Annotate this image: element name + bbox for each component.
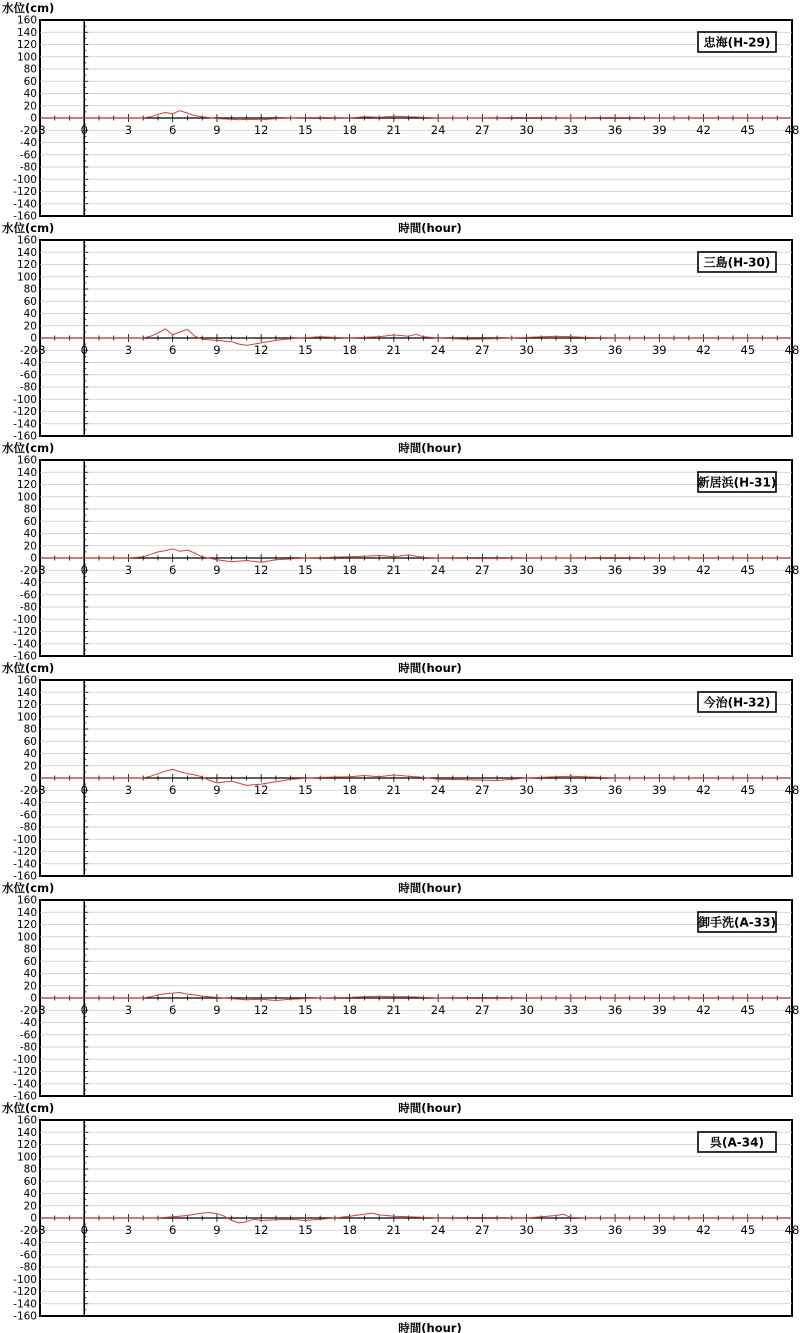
x-tick-label: 36 bbox=[607, 563, 623, 577]
y-tick-label: 20 bbox=[23, 760, 37, 773]
x-tick-label: 48 bbox=[784, 343, 800, 357]
y-tick-label: 140 bbox=[16, 466, 37, 479]
x-tick-label: 12 bbox=[253, 783, 269, 797]
y-tick-label: -80 bbox=[19, 821, 37, 834]
x-tick-label: 48 bbox=[784, 563, 800, 577]
y-tick-label: -20 bbox=[19, 124, 37, 137]
y-tick-label: 100 bbox=[16, 491, 37, 504]
x-tick-label: 36 bbox=[607, 123, 623, 137]
x-tick-label: 3 bbox=[124, 1003, 133, 1017]
y-tick-label: -120 bbox=[13, 846, 37, 858]
x-tick-label: 24 bbox=[430, 563, 446, 577]
y-tick-label: -40 bbox=[19, 357, 37, 369]
y-tick-label: 60 bbox=[23, 515, 37, 528]
x-tick-label: 9 bbox=[213, 343, 221, 357]
y-tick-label: 60 bbox=[23, 955, 37, 968]
chart-panel-4 bbox=[2, 661, 799, 895]
y-tick-label: -60 bbox=[19, 1029, 37, 1042]
x-tick-label: 12 bbox=[253, 1223, 269, 1237]
y-tick-label: 0 bbox=[30, 992, 37, 1005]
y-tick-label: 60 bbox=[23, 295, 37, 308]
x-tick-label: 36 bbox=[607, 343, 623, 357]
y-tick-label: 140 bbox=[16, 246, 37, 259]
y-tick-label: 140 bbox=[16, 906, 37, 919]
x-tick-label: 27 bbox=[475, 563, 490, 577]
x-tick-label: 24 bbox=[430, 1223, 446, 1237]
x-axis-label: 時間(hour) bbox=[398, 1321, 462, 1333]
x-tick-label: 21 bbox=[386, 783, 402, 797]
y-tick-label: -120 bbox=[13, 186, 37, 198]
y-tick-label: -140 bbox=[13, 638, 37, 651]
x-tick-label: 6 bbox=[169, 1003, 177, 1017]
chart-panel-6 bbox=[2, 1101, 799, 1333]
y-tick-label: 0 bbox=[30, 552, 37, 565]
y-tick-label: -20 bbox=[19, 1224, 37, 1237]
y-tick-label: -60 bbox=[19, 369, 37, 382]
y-tick-label: 160 bbox=[16, 14, 37, 27]
y-tick-label: 80 bbox=[23, 283, 37, 296]
y-tick-label: -100 bbox=[13, 1053, 37, 1066]
y-tick-label: 160 bbox=[16, 674, 37, 687]
x-tick-label: 33 bbox=[563, 123, 579, 137]
y-tick-label: 160 bbox=[16, 1114, 37, 1127]
x-axis-label: 時間(hour) bbox=[398, 661, 462, 675]
x-tick-label: -3 bbox=[34, 783, 46, 797]
station-label: 新居浜(H-31) bbox=[697, 475, 777, 490]
y-tick-label: 0 bbox=[30, 772, 37, 785]
y-tick-label: 120 bbox=[16, 259, 37, 271]
x-tick-label: 33 bbox=[563, 343, 579, 357]
y-axis-label: 水位(cm) bbox=[2, 661, 55, 675]
y-tick-label: -140 bbox=[13, 858, 37, 871]
y-tick-label: -40 bbox=[19, 137, 37, 149]
y-tick-label: -60 bbox=[19, 1249, 37, 1262]
x-tick-label: 18 bbox=[342, 1003, 357, 1017]
x-tick-label: 15 bbox=[298, 563, 313, 577]
x-tick-label: 3 bbox=[124, 1223, 133, 1237]
x-tick-label: 3 bbox=[124, 123, 133, 137]
x-tick-label: 36 bbox=[607, 783, 623, 797]
x-axis-label: 時間(hour) bbox=[398, 221, 462, 235]
y-tick-label: -80 bbox=[19, 1261, 37, 1274]
y-tick-label: 160 bbox=[16, 454, 37, 467]
x-tick-label: 21 bbox=[386, 1003, 402, 1017]
x-tick-label: 12 bbox=[253, 343, 269, 357]
y-tick-label: -60 bbox=[19, 149, 37, 162]
x-tick-label: 18 bbox=[342, 123, 357, 137]
y-tick-label: 80 bbox=[23, 503, 37, 516]
y-tick-label: 60 bbox=[23, 735, 37, 748]
y-tick-label: -20 bbox=[19, 1004, 37, 1017]
x-tick-label: -3 bbox=[34, 1003, 46, 1017]
x-tick-label: 21 bbox=[386, 123, 402, 137]
x-tick-label: 33 bbox=[563, 1223, 579, 1237]
y-tick-label: 100 bbox=[16, 931, 37, 944]
y-tick-label: 60 bbox=[23, 1175, 37, 1188]
station-label: 今治(H-32) bbox=[703, 695, 771, 710]
y-tick-label: -80 bbox=[19, 161, 37, 174]
y-tick-label: 120 bbox=[16, 699, 37, 711]
x-tick-label: 24 bbox=[430, 343, 446, 357]
y-tick-label: -160 bbox=[13, 650, 37, 663]
y-tick-label: -160 bbox=[13, 430, 37, 443]
x-axis-label: 時間(hour) bbox=[398, 881, 462, 895]
x-tick-label: 33 bbox=[563, 783, 579, 797]
y-tick-label: -80 bbox=[19, 1041, 37, 1054]
x-tick-label: 0 bbox=[80, 1223, 88, 1237]
y-tick-label: 120 bbox=[16, 919, 37, 931]
y-tick-label: 20 bbox=[23, 320, 37, 333]
x-tick-label: 27 bbox=[475, 1223, 490, 1237]
x-tick-label: 42 bbox=[696, 563, 711, 577]
y-tick-label: 40 bbox=[23, 748, 37, 760]
x-tick-label: 0 bbox=[80, 563, 88, 577]
y-tick-label: 80 bbox=[23, 943, 37, 956]
x-tick-label: 42 bbox=[696, 783, 711, 797]
y-tick-label: -120 bbox=[13, 626, 37, 638]
x-tick-label: 12 bbox=[253, 123, 269, 137]
y-tick-label: 20 bbox=[23, 1200, 37, 1213]
x-tick-label: 45 bbox=[740, 1003, 756, 1017]
y-tick-label: -20 bbox=[19, 784, 37, 797]
y-tick-label: -100 bbox=[13, 833, 37, 846]
x-tick-label: 15 bbox=[298, 783, 313, 797]
y-tick-label: 80 bbox=[23, 63, 37, 76]
x-tick-label: 15 bbox=[298, 343, 313, 357]
x-tick-label: 24 bbox=[430, 123, 446, 137]
y-tick-label: 100 bbox=[16, 51, 37, 64]
x-tick-label: 9 bbox=[213, 1223, 221, 1237]
y-axis-label: 水位(cm) bbox=[2, 1101, 55, 1115]
y-tick-label: -40 bbox=[19, 577, 37, 589]
x-tick-label: 36 bbox=[607, 1003, 623, 1017]
y-tick-label: -140 bbox=[13, 198, 37, 211]
y-tick-label: -60 bbox=[19, 809, 37, 822]
y-tick-label: -120 bbox=[13, 1286, 37, 1298]
y-tick-label: 40 bbox=[23, 88, 37, 100]
y-tick-label: 160 bbox=[16, 894, 37, 907]
x-tick-label: 30 bbox=[519, 1223, 534, 1237]
x-tick-label: 33 bbox=[563, 563, 579, 577]
x-tick-label: 30 bbox=[519, 1003, 534, 1017]
y-tick-label: -80 bbox=[19, 601, 37, 614]
x-tick-label: 21 bbox=[386, 563, 402, 577]
y-tick-label: -40 bbox=[19, 1017, 37, 1029]
y-tick-label: 140 bbox=[16, 1126, 37, 1139]
station-label: 三島(H-30) bbox=[703, 255, 771, 270]
x-tick-label: 18 bbox=[342, 563, 357, 577]
x-tick-label: 45 bbox=[740, 563, 756, 577]
y-tick-label: -100 bbox=[13, 173, 37, 186]
y-tick-label: 100 bbox=[16, 1151, 37, 1164]
x-tick-label: 3 bbox=[124, 783, 133, 797]
x-tick-label: 9 bbox=[213, 563, 221, 577]
x-tick-label: 30 bbox=[519, 343, 534, 357]
y-tick-label: -20 bbox=[19, 564, 37, 577]
x-tick-label: 0 bbox=[80, 1003, 88, 1017]
x-tick-label: 39 bbox=[651, 783, 667, 797]
x-tick-label: 9 bbox=[213, 783, 221, 797]
x-tick-label: 15 bbox=[298, 1223, 313, 1237]
y-tick-label: -40 bbox=[19, 797, 37, 809]
y-tick-label: 120 bbox=[16, 39, 37, 51]
y-tick-label: -120 bbox=[13, 1066, 37, 1078]
x-tick-label: -3 bbox=[34, 123, 46, 137]
y-tick-label: 120 bbox=[16, 1139, 37, 1151]
x-tick-label: 12 bbox=[253, 1003, 269, 1017]
x-tick-label: 6 bbox=[169, 123, 177, 137]
y-tick-label: 140 bbox=[16, 26, 37, 39]
x-tick-label: 48 bbox=[784, 1223, 800, 1237]
x-tick-label: 45 bbox=[740, 783, 756, 797]
x-tick-label: 36 bbox=[607, 1223, 623, 1237]
y-axis-label: 水位(cm) bbox=[2, 441, 55, 455]
x-tick-label: 42 bbox=[696, 1003, 711, 1017]
y-tick-label: -160 bbox=[13, 1090, 37, 1103]
y-tick-label: 100 bbox=[16, 271, 37, 284]
x-tick-label: 0 bbox=[80, 783, 88, 797]
y-tick-label: -120 bbox=[13, 406, 37, 418]
y-tick-label: 160 bbox=[16, 234, 37, 247]
x-tick-label: 3 bbox=[124, 343, 133, 357]
y-tick-label: -100 bbox=[13, 1273, 37, 1286]
x-tick-label: 45 bbox=[740, 343, 756, 357]
x-tick-label: 0 bbox=[80, 343, 88, 357]
x-tick-label: 12 bbox=[253, 563, 269, 577]
x-tick-label: -3 bbox=[34, 1223, 46, 1237]
y-tick-label: 140 bbox=[16, 686, 37, 699]
x-tick-label: 48 bbox=[784, 783, 800, 797]
x-tick-label: 39 bbox=[651, 1003, 667, 1017]
y-tick-label: -20 bbox=[19, 344, 37, 357]
x-tick-label: 24 bbox=[430, 783, 446, 797]
y-tick-label: -140 bbox=[13, 1078, 37, 1091]
x-tick-label: 0 bbox=[80, 123, 88, 137]
y-tick-label: 120 bbox=[16, 479, 37, 491]
y-tick-label: 20 bbox=[23, 980, 37, 993]
chart-panel-3 bbox=[2, 441, 799, 675]
x-tick-label: 42 bbox=[696, 1223, 711, 1237]
y-tick-label: 0 bbox=[30, 112, 37, 125]
x-tick-label: 6 bbox=[169, 563, 177, 577]
chart-panel-5 bbox=[2, 881, 799, 1115]
y-tick-label: 0 bbox=[30, 1212, 37, 1225]
x-tick-label: 18 bbox=[342, 1223, 357, 1237]
x-tick-label: 27 bbox=[475, 783, 490, 797]
x-tick-label: 30 bbox=[519, 783, 534, 797]
chart-panel-1 bbox=[2, 1, 799, 235]
x-tick-label: 27 bbox=[475, 123, 490, 137]
chart-panel-2 bbox=[2, 221, 799, 455]
x-tick-label: 39 bbox=[651, 563, 667, 577]
x-tick-label: 15 bbox=[298, 123, 313, 137]
x-tick-label: -3 bbox=[34, 343, 46, 357]
station-label: 忠海(H-29) bbox=[703, 35, 771, 50]
x-tick-label: 15 bbox=[298, 1003, 313, 1017]
x-tick-label: 18 bbox=[342, 783, 357, 797]
x-tick-label: 9 bbox=[213, 1003, 221, 1017]
x-tick-label: 27 bbox=[475, 1003, 490, 1017]
station-label: 呉(A-34) bbox=[710, 1135, 764, 1150]
y-tick-label: 0 bbox=[30, 332, 37, 345]
y-tick-label: -60 bbox=[19, 589, 37, 602]
y-tick-label: 40 bbox=[23, 528, 37, 540]
x-tick-label: 39 bbox=[651, 343, 667, 357]
x-tick-label: 6 bbox=[169, 343, 177, 357]
y-tick-label: 80 bbox=[23, 1163, 37, 1176]
x-tick-label: 39 bbox=[651, 1223, 667, 1237]
x-tick-label: 30 bbox=[519, 123, 534, 137]
x-tick-label: 45 bbox=[740, 1223, 756, 1237]
x-tick-label: 45 bbox=[740, 123, 756, 137]
y-tick-label: 20 bbox=[23, 100, 37, 113]
y-tick-label: -160 bbox=[13, 1310, 37, 1323]
x-tick-label: 33 bbox=[563, 1003, 579, 1017]
y-tick-label: -140 bbox=[13, 1298, 37, 1311]
x-tick-label: -3 bbox=[34, 563, 46, 577]
x-tick-label: 39 bbox=[651, 123, 667, 137]
x-tick-label: 48 bbox=[784, 123, 800, 137]
x-tick-label: 21 bbox=[386, 343, 402, 357]
y-tick-label: -160 bbox=[13, 210, 37, 223]
y-axis-label: 水位(cm) bbox=[2, 221, 55, 235]
y-tick-label: -100 bbox=[13, 393, 37, 406]
x-tick-label: 18 bbox=[342, 343, 357, 357]
x-axis-label: 時間(hour) bbox=[398, 441, 462, 455]
x-tick-label: 3 bbox=[124, 563, 133, 577]
x-axis-label: 時間(hour) bbox=[398, 1101, 462, 1115]
y-tick-label: 20 bbox=[23, 540, 37, 553]
y-axis-label: 水位(cm) bbox=[2, 881, 55, 895]
y-axis-label: 水位(cm) bbox=[2, 1, 55, 15]
y-tick-label: 60 bbox=[23, 75, 37, 88]
y-tick-label: -100 bbox=[13, 613, 37, 626]
x-tick-label: 9 bbox=[213, 123, 221, 137]
x-tick-label: 6 bbox=[169, 783, 177, 797]
x-tick-label: 24 bbox=[430, 1003, 446, 1017]
y-tick-label: 40 bbox=[23, 1188, 37, 1200]
y-tick-label: 80 bbox=[23, 723, 37, 736]
y-tick-label: 100 bbox=[16, 711, 37, 724]
x-tick-label: 21 bbox=[386, 1223, 402, 1237]
station-label: 御手洗(A-33) bbox=[698, 915, 776, 930]
x-tick-label: 48 bbox=[784, 1003, 800, 1017]
x-tick-label: 42 bbox=[696, 123, 711, 137]
x-tick-label: 27 bbox=[475, 343, 490, 357]
y-tick-label: 40 bbox=[23, 308, 37, 320]
y-tick-label: -40 bbox=[19, 1237, 37, 1249]
x-tick-label: 42 bbox=[696, 343, 711, 357]
x-tick-label: 30 bbox=[519, 563, 534, 577]
y-tick-label: -80 bbox=[19, 381, 37, 394]
y-tick-label: -160 bbox=[13, 870, 37, 883]
y-tick-label: 40 bbox=[23, 968, 37, 980]
y-tick-label: -140 bbox=[13, 418, 37, 431]
x-tick-label: 6 bbox=[169, 1223, 177, 1237]
